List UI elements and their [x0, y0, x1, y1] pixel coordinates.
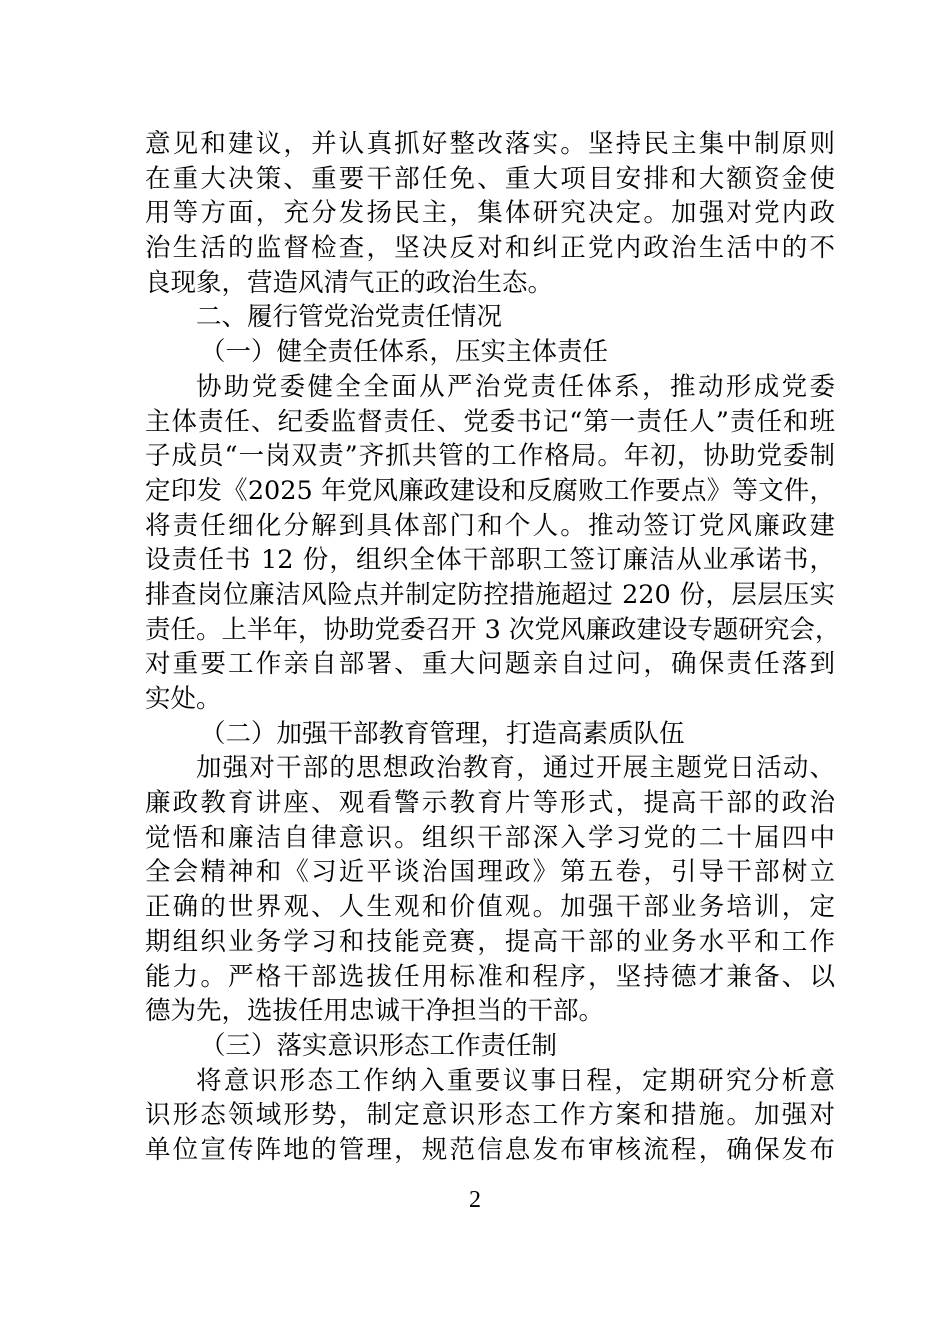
subsection-heading: （三）落实意识形态工作责任制 [200, 1030, 558, 1061]
text-line: 识形态领域形势，制定意识形态工作方案和措施。加强对 [145, 1100, 835, 1131]
text-line: 良现象，营造风清气正的政治生态。 [145, 267, 554, 298]
text-line: 加强对干部的思想政治教育，通过开展主题党日活动、 [196, 753, 835, 784]
body-text [145, 127, 841, 1168]
text-line: 协助党委健全全面从严治党责任体系，推动形成党委 [196, 371, 835, 402]
text-line: 期组织业务学习和技能竞赛，提高干部的业务水平和工作 [145, 926, 835, 957]
text-line: 能力。严格干部选拔任用标准和程序，坚持德才兼备、以 [145, 961, 835, 992]
text-line: 在重大决策、重要干部任免、重大项目安排和大额资金使 [145, 163, 835, 194]
page-number: 2 [469, 1187, 481, 1213]
text-line: 用等方面，充分发扬民主，集体研究决定。加强对党内政 [145, 198, 835, 229]
text-line: 责任。上半年，协助党委召开 3 次党风廉政建设专题研究会， [145, 614, 841, 645]
text-line: 治生活的监督检查，坚决反对和纠正党内政治生活中的不 [145, 233, 835, 264]
text-line: 将意识形态工作纳入重要议事日程，定期研究分析意 [196, 1065, 835, 1096]
text-line: 正确的世界观、人生观和价值观。加强干部业务培训，定 [145, 892, 835, 923]
subsection-heading: （一）健全责任体系，压实主体责任 [200, 337, 609, 368]
text-line: 将责任细化分解到具体部门和个人。推动签订党风廉政建 [145, 510, 835, 541]
text-line: 意见和建议，并认真抓好整改落实。坚持民主集中制原则 [145, 129, 835, 159]
text-line: 廉政教育讲座、观看警示教育片等形式，提高干部的政治 [145, 788, 835, 819]
section-heading: 二、履行管党治党责任情况 [196, 302, 503, 333]
text-line: 定印发《2025 年党风廉政建设和反腐败工作要点》等文件， [145, 475, 835, 506]
text-line: 排查岗位廉洁风险点并制定防控措施超过 220 份，层层压实 [145, 579, 835, 610]
text-line: 子成员“一岗双责”齐抓共管的工作格局。年初，协助党委制 [145, 441, 835, 472]
text-line: 对重要工作亲自部署、重大问题亲自过问，确保责任落到 [145, 649, 835, 680]
text-line: 实处。 [145, 684, 222, 714]
text-line: 全会精神和《习近平谈治国理政》第五卷，引导干部树立 [145, 857, 835, 888]
subsection-heading: （二）加强干部教育管理，打造高素质队伍 [200, 718, 685, 749]
text-line: 德为先，选拔任用忠诚干净担当的干部。 [145, 996, 605, 1027]
text-line: 主体责任、纪委监督责任、党委书记“第一责任人”责任和班 [145, 406, 835, 437]
text-line: 单位宣传阵地的管理，规范信息发布审核流程，确保发布 [145, 1134, 835, 1165]
text-line: 设责任书 12 份，组织全体干部职工签订廉洁从业承诺书， [145, 545, 835, 576]
text-line: 觉悟和廉洁自律意识。组织干部深入学习党的二十届四中 [145, 822, 835, 853]
